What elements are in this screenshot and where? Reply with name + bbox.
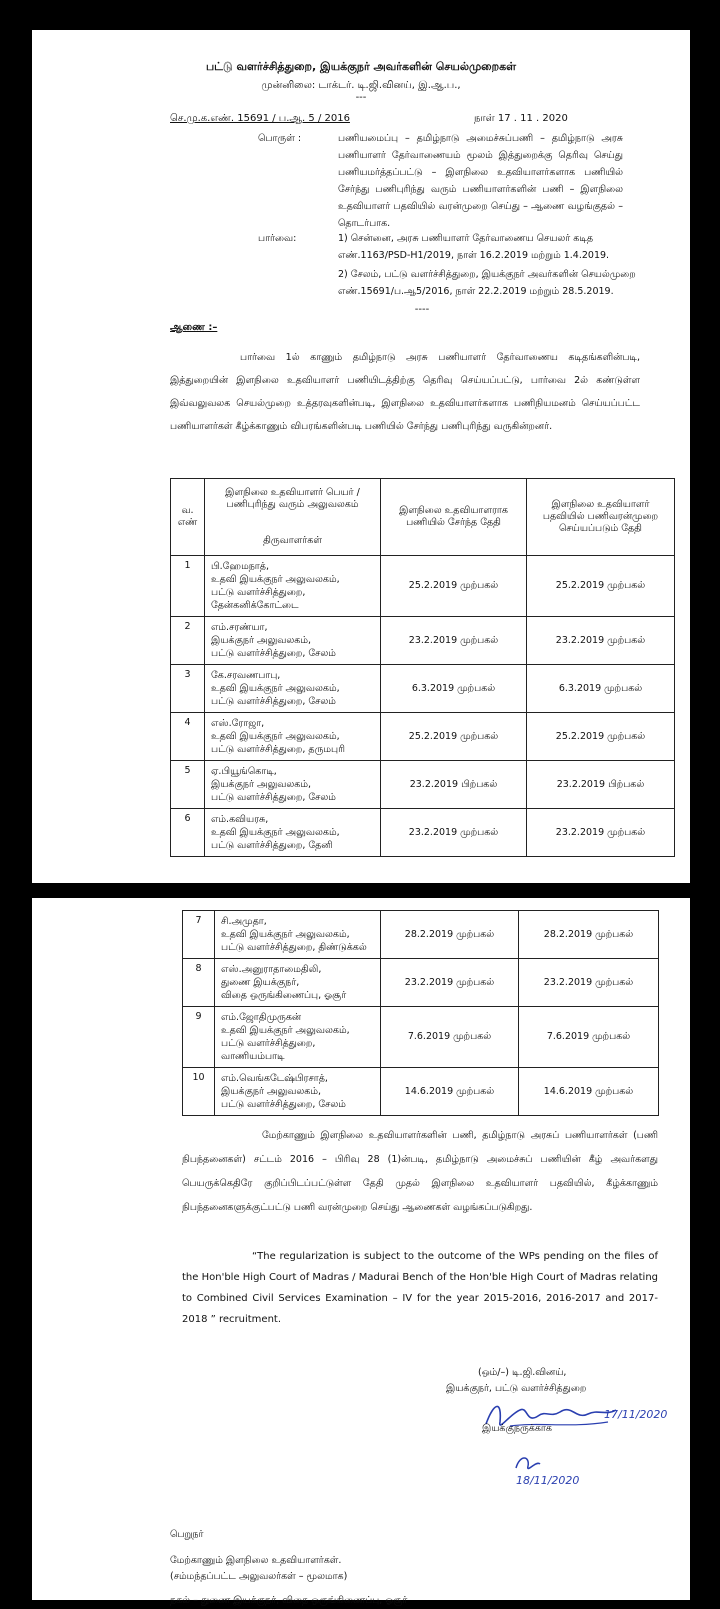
document-page-1 <box>32 30 690 883</box>
table-row <box>183 959 659 1007</box>
table-row <box>171 665 675 713</box>
recipients-label: பெறுநர் <box>170 1529 204 1540</box>
row-joined-date: 28.2.2019 முற்பகல் <box>381 911 519 959</box>
row-joined-date: 25.2.2019 முற்பகல் <box>381 713 527 761</box>
header-regularized: இளநிலை உதவியாளர் பதவியில் பணிவரன்முறை செய்யப்படும் தேதி <box>527 479 675 556</box>
row-sno: 8 <box>183 959 215 1007</box>
row-name-office: சி.அமுதா, உதவி இயக்குநர் அலுவலகம், பட்டு வளர்ச்சித்துறை, திண்டுக்கல் <box>215 911 381 959</box>
row-regularized-date: 6.3.2019 முற்பகல் <box>527 665 675 713</box>
table-row <box>171 809 675 857</box>
document-title: பட்டு வளர்ச்சித்துறை, இயக்குநர் அவர்களின் செயல்முறைகள் <box>205 60 517 73</box>
signatory-designation: இயக்குநர், பட்டு வளர்ச்சித்துறை <box>446 1383 587 1394</box>
subject-label: பொருள் : <box>258 133 302 144</box>
row-joined-date: 25.2.2019 முற்பகல் <box>381 556 527 617</box>
row-name-office: ஏ.பியூங்கொடி, இயக்குநர் அலுவலகம், பட்டு வளர்ச்சித்துறை, சேலம் <box>205 761 381 809</box>
row-regularized-date: 25.2.2019 முற்பகல் <box>527 556 675 617</box>
assistants-table-part-2 <box>182 910 659 1116</box>
references-label: பார்வை: <box>258 233 297 244</box>
copy-to-line: நகல் – துணை இயக்குநர், விதை ஒருங்கிணைப்பு, ஓசூர் <box>170 1595 408 1606</box>
order-date: நாள் 17 . 11 . 2020 <box>474 113 568 124</box>
row-name-office: எஸ்.ரோஜா, உதவி இயக்குநர் அலுவலகம், பட்டு வளர்ச்சித்துறை, தருமபுரி <box>205 713 381 761</box>
table-row <box>183 1068 659 1116</box>
row-joined-date: 23.2.2019 முற்பகல் <box>381 617 527 665</box>
reference-item: 1) சென்னை, அரசு பணியாளர் தேர்வாணைய செயலர் கடித எண்.1163/PSD-H1/2019, நாள் 16.2.2019 மற்றும் 1.4.2019. <box>338 233 610 261</box>
header-joined: இளநிலை உதவியாளராக பணியில் சேர்ந்த தேதி <box>381 479 527 556</box>
row-regularized-date: 28.2.2019 முற்பகல் <box>519 911 659 959</box>
row-name-office: எம்.வெங்கடேஷ்பிரசாத், இயக்குநர் அலுவலகம், பட்டு வளர்ச்சித்துறை, சேலம் <box>215 1068 381 1116</box>
reference-number: செ.மு.க.எண். 15691 / ப.ஆ. 5 / 2016 <box>170 113 350 124</box>
row-name-office: எஸ்.அனுராதாமைதிலி, துணை இயக்குநர், விதை ஒருங்கிணைப்பு, ஓசூர் <box>215 959 381 1007</box>
row-regularized-date: 23.2.2019 பிற்பகல் <box>527 761 675 809</box>
header-name <box>205 479 381 556</box>
english-condition-paragraph: “The regularization is subject to the outcome of the WPs pending on the files of the Hon'ble High Court of Madras / Madurai Bench of the Hon'ble High Court of Madras relating to Combined Civil Services Examination – IV for the year 2015-2016, 2016-2017 and 2017-2018 ” recruitment. <box>182 1251 658 1325</box>
signed-name: (ஒம்/–) டி.ஜி.வினய், <box>478 1367 567 1378</box>
row-sno: 3 <box>171 665 205 713</box>
header-name-sub: திருவாளர்கள் <box>263 535 322 546</box>
header-name-text: இளநிலை உதவியாளர் பெயர் / பணிபுரிந்து வரும் அலுவலகம் <box>225 487 360 510</box>
regularization-paragraph: மேற்காணும் இளநிலை உதவியாளர்களின் பணி, தமிழ்நாடு அரசுப் பணியாளர்கள் (பணி நிபந்தனைகள்) சட்டம் 2016 – பிரிவு 28 (1)ன்படி, தமிழ்நாடு அமைச்சுப் பணியின் கீழ் அவர்களது பெயருக்கெதிரே குறிப்பிடப்பட்டுள்ள தேதி முதல் இளநிலை உதவியாளர் பதவியில், கீழ்க்காணும் நிபந்தனைகளுக்குட்பட்டு பணி வரன்முறை செய்து ஆணைகள் வழங்கப்படுகிறது. <box>182 1130 658 1213</box>
row-sno: 9 <box>183 1007 215 1068</box>
subject-text: பணியமைப்பு – தமிழ்நாடு அமைச்சுப்பணி – தமிழ்நாடு அரசு பணியாளர் தேர்வாணையம் மூலம் இத்துறைக்கு தெரிவு செய்து பணியமர்த்தப்பட்டு – இளநிலை உதவியாளர்களாக பணியில் சேர்ந்து பணிபுரிந்து வரும் பணியாளர்களின் பணி – இளநிலை உதவியாளர் பதவியில் வரன்முறை செய்து – ஆணை வழங்குதல் – தொடர்பாக. <box>338 133 623 229</box>
row-name-office: கே.சரவணபாபு, உதவி இயக்குநர் அலுவலகம், பட்டு வளர்ச்சித்துறை, சேலம் <box>205 665 381 713</box>
row-sno: 10 <box>183 1068 215 1116</box>
references-dash: ---- <box>414 304 430 315</box>
recipients-line-2: (சம்மந்தப்பட்ட அலுவலர்கள் – மூலமாக) <box>170 1571 348 1582</box>
row-sno: 4 <box>171 713 205 761</box>
table-row <box>171 556 675 617</box>
row-name-office: பி.ஹேமநாத், உதவி இயக்குநர் அலுவலகம், பட்டு வளர்ச்சித்துறை, தேன்கனிக்கோட்டை <box>205 556 381 617</box>
row-regularized-date: 23.2.2019 முற்பகல் <box>527 617 675 665</box>
row-sno: 7 <box>183 911 215 959</box>
stamp-date: 18/11/2020 <box>516 1474 580 1487</box>
row-joined-date: 23.2.2019 முற்பகல் <box>381 809 527 857</box>
table-row <box>183 1007 659 1068</box>
row-name-office: எம்.கவியரசு, உதவி இயக்குநர் அலுவலகம், பட்டு வளர்ச்சித்துறை, தேனி <box>205 809 381 857</box>
presence-line: முன்னிலை: டாக்டர். டி.ஜி.வினய், இ.ஆ.ப., <box>261 80 461 91</box>
row-joined-date: 6.3.2019 முற்பகல் <box>381 665 527 713</box>
signature-date: 17/11/2020 <box>604 1408 668 1421</box>
row-joined-date: 23.2.2019 பிற்பகல் <box>381 761 527 809</box>
on-behalf-label: இயக்குநருக்காக <box>482 1423 552 1434</box>
document-page-2 <box>32 898 690 1606</box>
row-sno: 6 <box>171 809 205 857</box>
row-sno: 2 <box>171 617 205 665</box>
received-stamp-initials <box>506 1450 606 1492</box>
table-row <box>171 761 675 809</box>
order-heading: ஆணை :– <box>170 322 218 333</box>
recipients-line-1: மேற்காணும் இளநிலை உதவியாளர்கள். <box>170 1555 342 1566</box>
row-name-office: எம்.ஜோதிமுருகன் உதவி இயக்குநர் அலுவலகம், பட்டு வளர்ச்சித்துறை, வாணியம்பாடி <box>215 1007 381 1068</box>
row-sno: 1 <box>171 556 205 617</box>
header-sno: வ. எண் <box>171 479 205 556</box>
table-row <box>171 617 675 665</box>
order-paragraph: பார்வை 1ல் காணும் தமிழ்நாடு அரசு பணியாளர் தேர்வாணைய கடிதங்களின்படி, இத்துறையின் இளநிலை உதவியாளர் பணியிடத்திற்கு தெரிவு செய்யப்பட்டு, பார்வை 2ல் கண்டுள்ள இவ்வலுவலக செயல்முறை உத்தரவுகளின்படி, இளநிலை உதவியாளர்களாக பணிநியமனம் செய்யப்பட்ட பணியாளர்கள் கீழ்க்காணும் விபரங்களின்படி பணியில் சேர்ந்து பணிபுரிந்து வருகின்றனர். <box>170 352 640 432</box>
table-row <box>183 911 659 959</box>
row-joined-date: 7.6.2019 முற்பகல் <box>381 1007 519 1068</box>
row-name-office: எம்.சரண்யா, இயக்குநர் அலுவலகம், பட்டு வளர்ச்சித்துறை, சேலம் <box>205 617 381 665</box>
reference-item: 2) சேலம், பட்டு வளர்ச்சித்துறை, இயக்குநர் அவர்களின் செயல்முறை எண்.15691/ப.ஆ5/2016, நாள் 22.2.2019 மற்றும் 28.5.2019. <box>338 269 636 297</box>
table-header-row <box>171 479 675 556</box>
header-dash: --- <box>355 92 367 103</box>
row-joined-date: 14.6.2019 முற்பகல் <box>381 1068 519 1116</box>
row-regularized-date: 14.6.2019 முற்பகல் <box>519 1068 659 1116</box>
row-regularized-date: 7.6.2019 முற்பகல் <box>519 1007 659 1068</box>
assistants-table-part-1 <box>170 478 675 857</box>
row-sno: 5 <box>171 761 205 809</box>
row-regularized-date: 25.2.2019 முற்பகல் <box>527 713 675 761</box>
row-regularized-date: 23.2.2019 முற்பகல் <box>527 809 675 857</box>
row-joined-date: 23.2.2019 முற்பகல் <box>381 959 519 1007</box>
table-row <box>171 713 675 761</box>
row-regularized-date: 23.2.2019 முற்பகல் <box>519 959 659 1007</box>
